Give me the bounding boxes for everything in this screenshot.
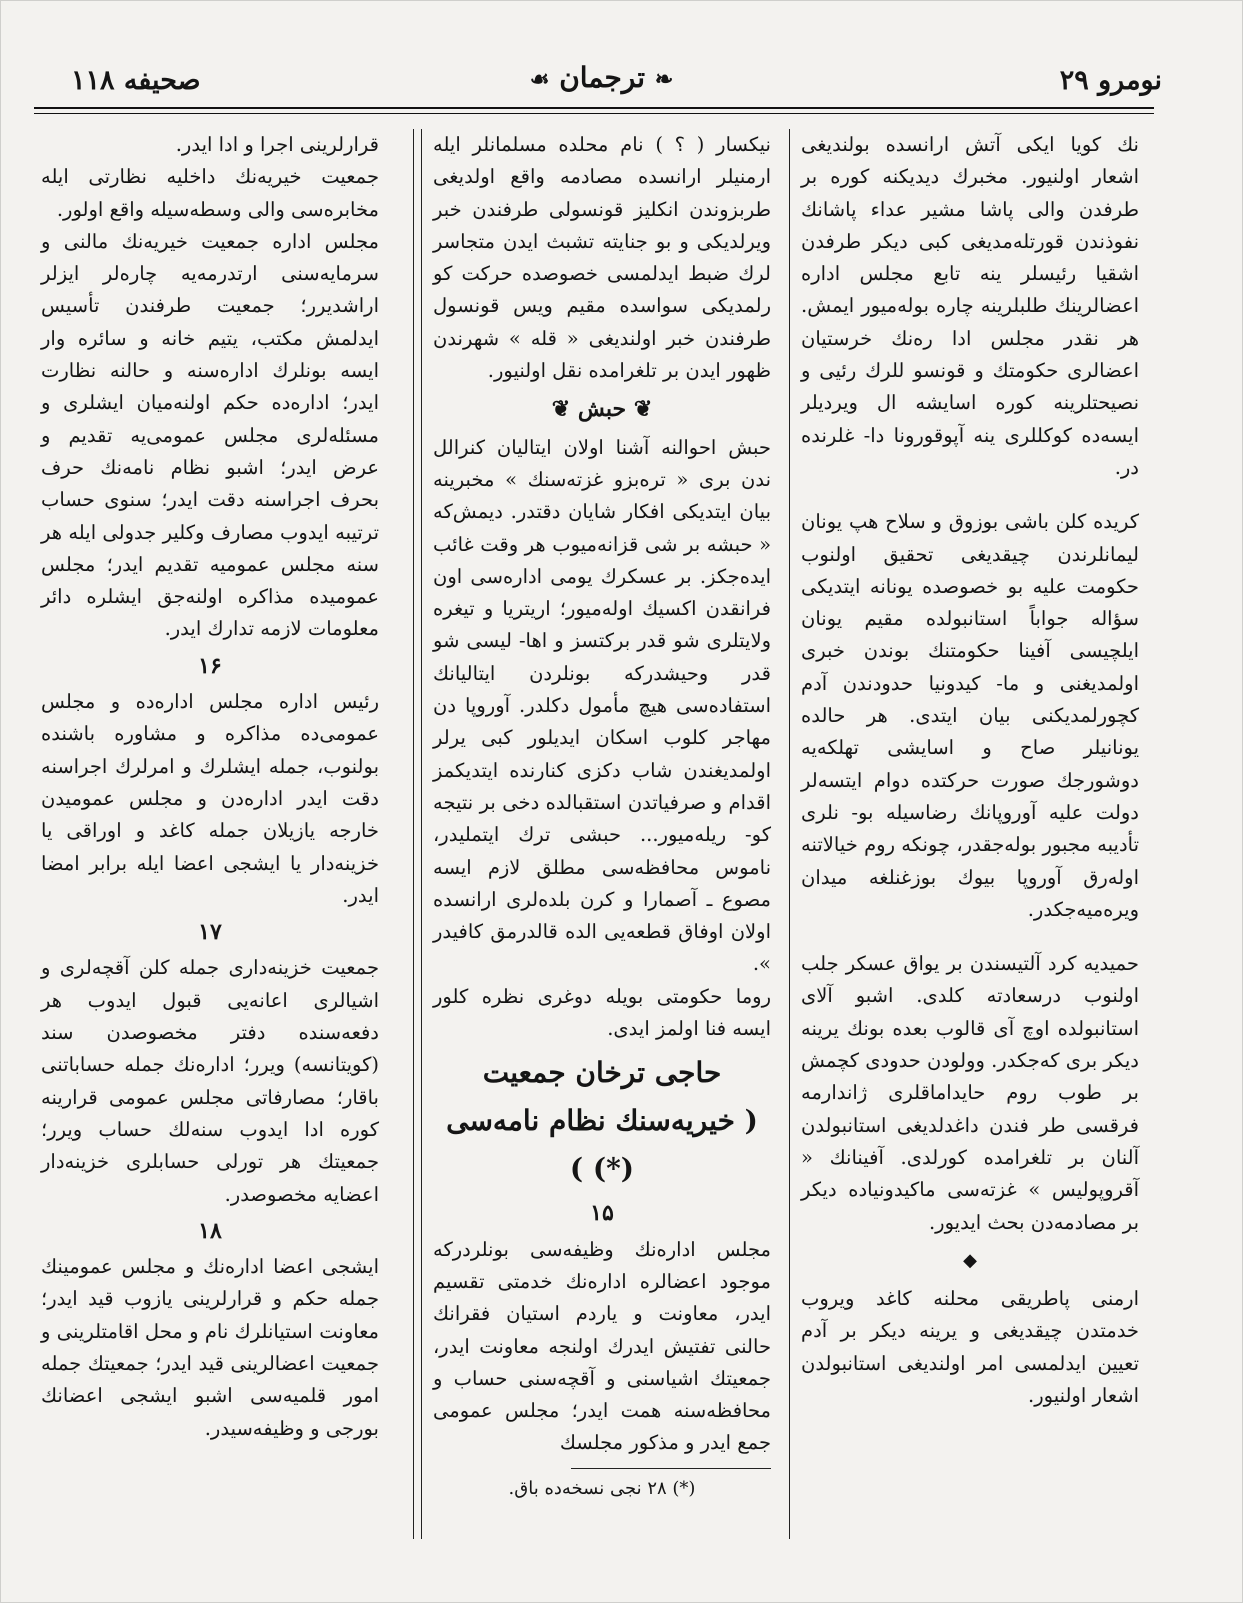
page-number: صحیفه ۱۱۸ <box>71 65 201 96</box>
article-number: ۱۶ <box>198 652 222 679</box>
paragraph: قرارلرینی اجرا و ادا ایدر. <box>175 133 379 156</box>
separator-diamond-icon: ◆ <box>963 1249 977 1271</box>
paragraph: روما حکومتی بویله دوغری نظره کلور ایسه فنا اولمز ایدی. <box>433 984 771 1041</box>
footnote: (*) ۲۸ نجی نسخه‌ده باق. <box>508 1477 696 1499</box>
paragraph: جمعیت خزینه‌داری جمله کلن آقچه‌لری و اشیالری اعانه‌یی قبول ایدوب هر دفعه‌سنده دفتر مخصوصدن سند (کویتانسه) ویرر؛ اداره‌نك جمله حساباتنی باقار؛ مصارفاتی مجلس عمومی قرارینه کوره ادا ایدوب سنه‌لك حساب ویرر؛ جمعیتك هر تورلی حسابلری خزینه‌دار اعضایه مخصوصدر. <box>41 956 379 1206</box>
header-rule <box>34 107 1154 109</box>
column-right <box>801 129 1139 1412</box>
ornament-icon: ❦ <box>551 396 571 423</box>
column-middle <box>433 129 771 1505</box>
paragraph: نك کویا ایکی آتش ارانسده بولندیغی اشعار اولنیور. مخبرك دیدیکنه کوره بر طرفدن والی پاشا مشیر عداء پاشانك نفوذندن قورتله‌مدیغی کبی دیکر طرفدن اشقیا رئیسلر ینه تابع مجلس اداره اعضالرینك طلبلرینه چاره بوله‌میور ایمش. هر نقدر مجلس ادا ره‌نك خرستیان اعضالری حکومتك و قونسو للرك رئیی و نصیحتلرینه کوره اسایشه ال ویردیلر ایسه‌ده کوکللری ینه آپوقورونا دا- غلرنده در. <box>801 133 1139 479</box>
article-number: ۱۵ <box>590 1200 614 1227</box>
paragraph: جمعیت خیریه‌نك داخلیه نظارتی ایله مخابره‌سی والی وسطه‌سیله واقع اولور. <box>41 165 379 221</box>
masthead <box>31 61 1172 94</box>
paragraph: ایشجی اعضا اداره‌نك و مجلس عمومینك جمله حکم و قرارلرینی یازوب قید ایدر؛ معاونت استیانلرك نام و محل اقامتلرینی و جمعیت اعضالرینی قید ایدر؛ جمعیتك جمله امور قلمیه‌سی اشبو ایشجی اعضانك بورجی و وظیفه‌سیدر. <box>41 1255 379 1440</box>
ornament-left-icon: ❧ <box>654 66 674 93</box>
ornament-right-icon: ☙ <box>529 66 550 93</box>
page-header <box>31 61 1172 105</box>
paragraph: حبش احوالنه آشنا اولان ایتالیان کنرالل ندن بری « تره‌بزو غزته‌سنك » مخبرینه بیان ایتدیکی افکار شایان دقتدر. دیمش‌که « حبشه بر شی قزانه‌میوب هر وقت غائب ایده‌جکز. بر عسکرك یومی اداره‌سی اون فرانقدن اکسیك اوله‌میور؛ اریتریا و تیغره ولایتلری شو قدر برکتسز و اها- لیسی شو قدر وحیشدرکه بونلردن ایتالیانك استفاده‌سی هیچ مأمول دکلدر. آوروپا دن مهاجر کلوب اسکان ایدیلور کبی یرلر اولمدیغندن شاب دکزی کنارنده ایتدیکمز اقدام و صرفیاتدن استقبالده دخی بر نتیجه کو- ریله‌میور... حبشی ترك ایتملیدر، ناموس محافظه‌سی مطلق لازم ایسه مصوع ـ آصمارا و کرن بلده‌لری ارانسده اولان اوفاق قطعه‌یی الده قالدرمق کافیدر ». <box>433 435 771 976</box>
article-number: ۱۷ <box>198 919 222 946</box>
paragraph: حمیدیه کرد آلتیسندن بر یواق عسکر جلب اولنوب درسعادته کلدی. اشبو آلای استانبولده اوچ آی قالوب بعده بونك یرینه دیکر بری که‌جکدر. وولودن حدودی کچمش بر طوب روم حایداماقلری ژاندارمه فرقسی طر فندن داغدلدیغی استانبولدن آلنان بر تلغرامده کورلدی. آفینانك « آقروپولیس » غزته‌سی ماکیدونیاده دیکر بر مصادمه‌دن بحث ایدیور. <box>800 952 1139 1234</box>
paragraph: کریده کلن باشی بوزوق و سلاح هپ یونان لیمانلرندن چیقدیغی تحقیق اولنوب حکومت علیه بو خصوصده یونانه ایتدیکی سؤاله جواباً استانبولده مقیم یونان ایلچیسی آفینا حکومتنك بوندن خبری اولمدیغنی و ما- کیدونیا حدودندن آدم کچورلمدیکنی بیان ایتدی. هر حالده یونانیلر صاح و اسایشی تهلکه‌یه دوشورجك صورت حرکتده دوام ایتسه‌لر دولت علیه آوروپانك رضاسیله بو- نلری تأدیبه مجبور بوله‌جقدر، چونکه روم خیالاتنه اوله‌رق آوروپا بیوك بوزغنلغه میدان ویره‌میه‌جکدر. <box>801 510 1139 921</box>
column-divider <box>789 129 790 1539</box>
section-heading: ❦ حبش ❦ <box>551 396 653 423</box>
newspaper-title: ترجمان <box>559 61 646 94</box>
paragraph: مجلس اداره‌نك وظیفه‌سی بونلردرکه موجود اعضالره اداره‌نك خدمتی تقسیم ایدر، معاونت و یاردم استیان فقرانك حالنی تفتیش ایدرك اولنجه معاونت ایدر، جمعیتك اشیاسنی و آقچه‌سنی حساب و محافظه‌سنه همت ایدر؛ مجلس عمومی جمع ایدر و مذکور مجلسك <box>433 1237 771 1455</box>
paragraph: مجلس اداره جمعیت خیریه‌نك مالنی و سرمایه‌سنی ارتدرمه‌یه چاره‌لر ایزلر اراشدیرر؛ جمعیت طرفندن تأسیس ایدلمش مکتب، یتیم خانه و سائره وار ایسه بونلرك اداره‌سنه و حالنه نظارت ایدر؛ اداره‌ده حکم اولنه‌میان ایشلری و مسئله‌لری مجلس عمومی‌یه تقدیم و عرض ایدر؛ اشبو نظام نامه‌نك حرف بحرف اجراسنه دقت ایدر؛ سنوی حساب ترتیبه ایدوب مصارف وکلیر جدولی ایله هر سنه مجلس عمومیه تقدیم ایدر؛ مجلس عمومیده مذاکره اولنه‌جق ایشلره دائر معلومات لازمه تدارك ایدر. <box>41 229 379 641</box>
paragraph: ارمنی پاطریقی محلنه کاغد ویروب خدمتدن چیقدیغی و یرینه دیکر بر آدم تعیین ایدلمسی امر اولندیغی استانبولدن اشعار اولنیور. <box>801 1287 1139 1407</box>
issue-number: نومرو ۲۹ <box>1059 65 1162 96</box>
paragraph: نیکسار ( ؟ ) نام محلده مسلمانلر ایله ارمنیلر ارانسده مصادمه واقع اولدیغی طربزوندن انکلیز قونسولی طرفندن خبر ویرلدیکی و بو جنایته تشبث ایدن متجاسر لرك ضبط ایدلمسی خصوصده حرکت کو رلمدیکی سواسده مقیم ویس قونسول طرفندن خبر اولندیغی « قله » شهرندن ظهور ایدن بر تلغرامده نقل اولنیور. <box>433 133 771 383</box>
paragraph: رئیس اداره مجلس اداره‌ده و مجلس عمومی‌ده مذاکره و مشاوره باشنده بولنوب، جمله ایشلرك و امرلرك اجراسنه دقت ایدر اداره‌دن و مجلس عمومیدن خارجه یازیلان جمله کاغد و اوراقی یا خزینه‌دار یا ایشجی اعضا ایله برابر امضا ایدر. <box>41 690 379 907</box>
ornament-icon: ❦ <box>626 396 653 423</box>
column-left <box>41 129 379 1445</box>
article-title: حاجی ترخان جمعیت ( خیریه‌سنك نظام نامه‌سی (*) ) <box>446 1056 758 1186</box>
column-divider <box>421 129 422 1539</box>
footnote-rule <box>571 1468 771 1469</box>
column-divider <box>413 129 414 1539</box>
article-number: ۱۸ <box>198 1217 222 1244</box>
header-rule-thin <box>34 113 1154 114</box>
